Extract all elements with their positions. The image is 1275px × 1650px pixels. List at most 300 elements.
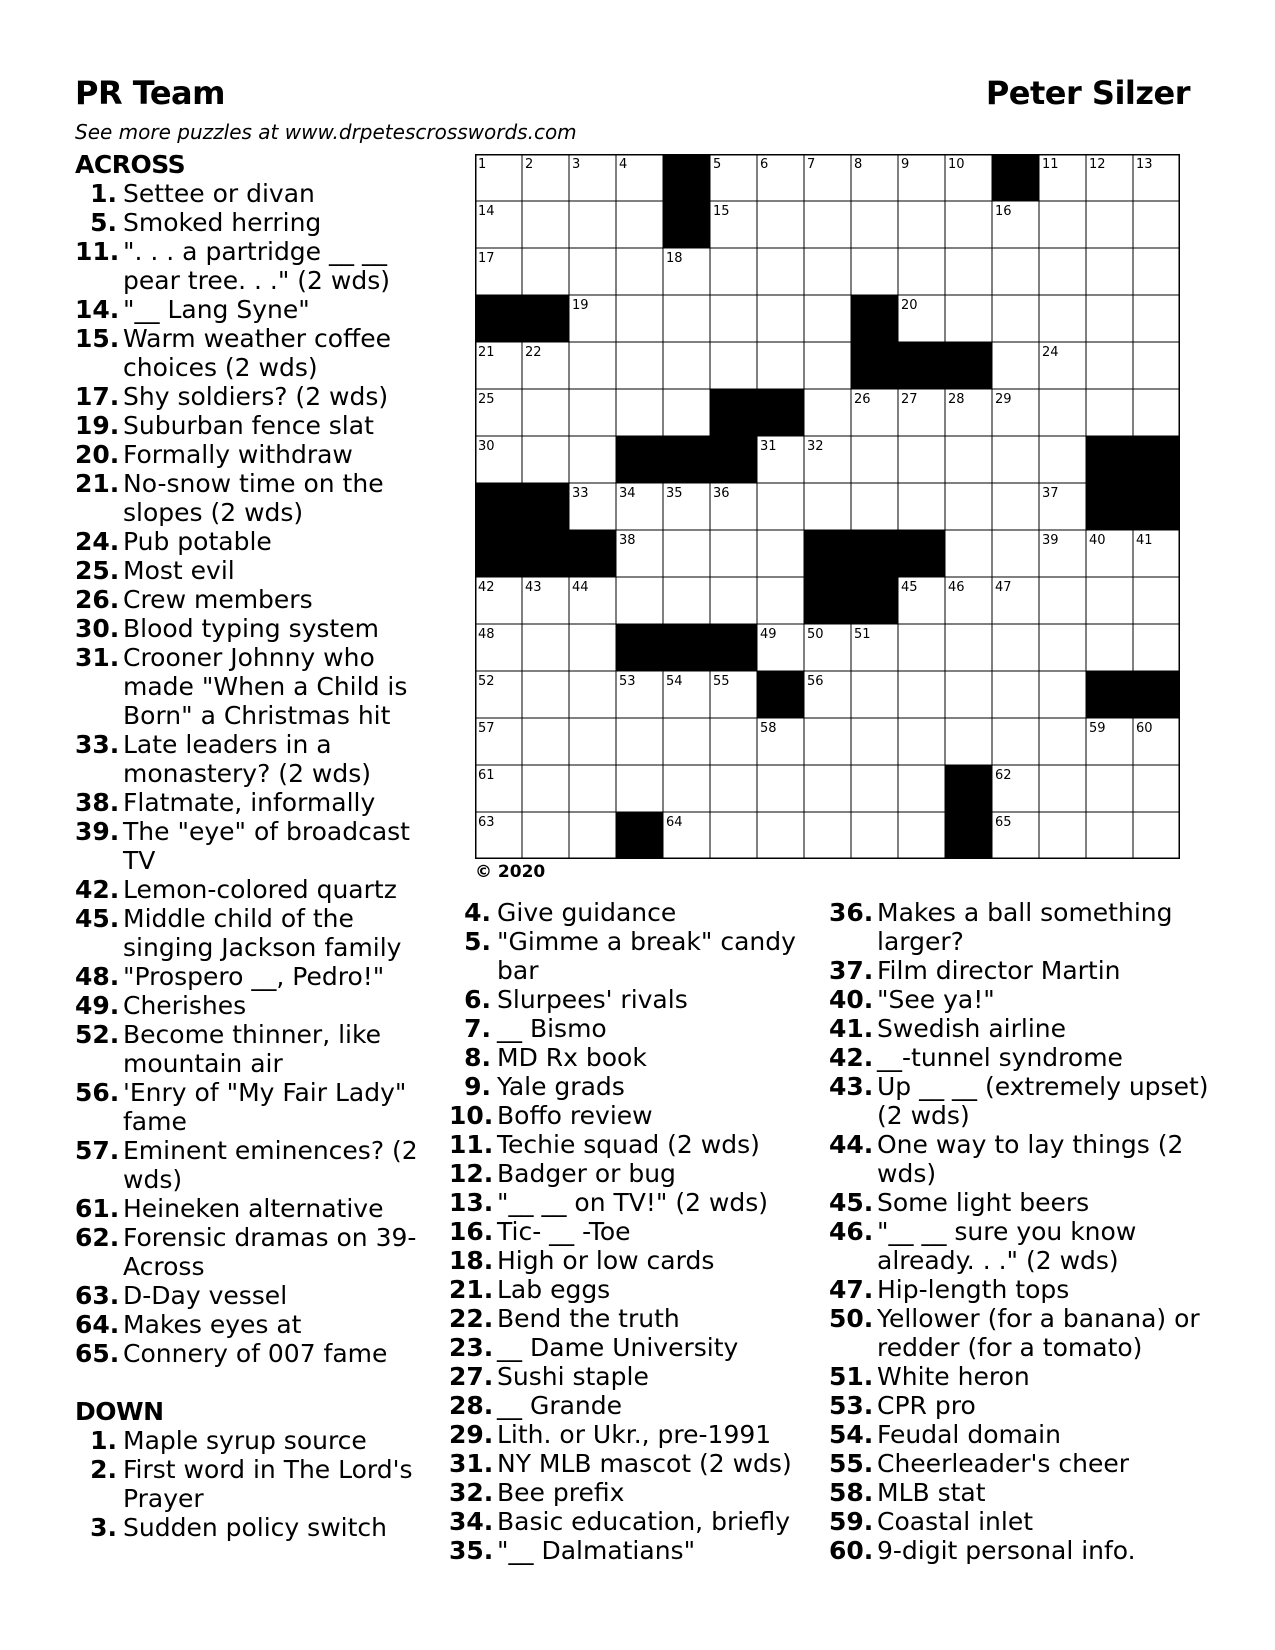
grid-cell[interactable] bbox=[898, 248, 945, 295]
clue-text: Yellower (for a banana) or redder (for a tomato) bbox=[877, 1304, 1200, 1362]
grid-cell[interactable] bbox=[663, 765, 710, 812]
grid-cell[interactable] bbox=[757, 248, 804, 295]
clue-text: Tic- __ -Toe bbox=[497, 1217, 631, 1246]
grid-cell[interactable] bbox=[851, 436, 898, 483]
clue-number: 54. bbox=[829, 1420, 874, 1449]
black-square bbox=[475, 483, 522, 530]
clue bbox=[449, 1362, 819, 1391]
cell-number: 52 bbox=[478, 674, 495, 689]
clue bbox=[449, 1449, 819, 1478]
clue-number: 21. bbox=[449, 1275, 494, 1304]
black-square bbox=[710, 436, 757, 483]
grid-cell[interactable] bbox=[1039, 577, 1086, 624]
across-clue-list bbox=[75, 179, 420, 1368]
grid-cell[interactable] bbox=[757, 483, 804, 530]
grid-cell[interactable] bbox=[522, 812, 569, 859]
clue-text: Sushi staple bbox=[497, 1362, 649, 1391]
grid-cell[interactable] bbox=[992, 671, 1039, 718]
grid-cell[interactable] bbox=[1039, 624, 1086, 671]
grid-cell[interactable] bbox=[663, 342, 710, 389]
clue bbox=[829, 1536, 1209, 1565]
grid-cell[interactable] bbox=[851, 812, 898, 859]
down-clue-list bbox=[829, 898, 1209, 1565]
clue-text: Lith. or Ukr., pre-1991 bbox=[497, 1420, 772, 1449]
cell-number: 51 bbox=[854, 627, 871, 642]
black-square bbox=[1133, 483, 1180, 530]
clue-number: 20. bbox=[75, 440, 120, 469]
clue-number: 14. bbox=[75, 295, 120, 324]
grid-cell[interactable] bbox=[898, 201, 945, 248]
grid-cell[interactable] bbox=[851, 671, 898, 718]
black-square bbox=[804, 577, 851, 624]
grid-cell[interactable] bbox=[992, 295, 1039, 342]
grid-cell[interactable] bbox=[522, 624, 569, 671]
clue-number: 45. bbox=[829, 1188, 874, 1217]
clue-text: Lemon-colored quartz bbox=[123, 875, 397, 904]
grid-cell[interactable] bbox=[804, 718, 851, 765]
clue-number: 4. bbox=[464, 898, 491, 927]
clue bbox=[829, 1188, 1209, 1217]
grid-cell[interactable] bbox=[569, 812, 616, 859]
grid-cell[interactable] bbox=[663, 530, 710, 577]
grid-cell[interactable] bbox=[945, 436, 992, 483]
black-square bbox=[1086, 436, 1133, 483]
cell-number: 15 bbox=[713, 204, 730, 219]
grid-cell[interactable] bbox=[663, 577, 710, 624]
clue-text: Cherishes bbox=[123, 991, 247, 1020]
grid-cell[interactable] bbox=[616, 295, 663, 342]
grid-cell[interactable] bbox=[1086, 342, 1133, 389]
cell-number: 56 bbox=[807, 674, 824, 689]
clue bbox=[75, 817, 420, 875]
grid-cell[interactable] bbox=[522, 389, 569, 436]
clue bbox=[75, 1194, 420, 1223]
black-square bbox=[851, 295, 898, 342]
grid-cell[interactable] bbox=[1133, 201, 1180, 248]
clue-number: 27. bbox=[449, 1362, 494, 1391]
cell-number: 13 bbox=[1136, 157, 1153, 172]
cell-number: 9 bbox=[901, 157, 910, 172]
grid-cell[interactable] bbox=[522, 718, 569, 765]
grid-cell[interactable] bbox=[710, 342, 757, 389]
clue bbox=[449, 898, 819, 927]
grid-cell[interactable] bbox=[804, 201, 851, 248]
grid-cell[interactable] bbox=[757, 295, 804, 342]
clue-text: White heron bbox=[877, 1362, 1030, 1391]
black-square bbox=[945, 765, 992, 812]
clue-text: Shy soldiers? (2 wds) bbox=[123, 382, 389, 411]
clue-text: Formally withdraw bbox=[123, 440, 353, 469]
grid-cell[interactable] bbox=[757, 201, 804, 248]
black-square bbox=[616, 812, 663, 859]
black-square bbox=[522, 295, 569, 342]
grid-cell[interactable] bbox=[992, 342, 1039, 389]
grid-cell[interactable] bbox=[992, 436, 1039, 483]
clue-text: High or low cards bbox=[497, 1246, 715, 1275]
grid-cell[interactable] bbox=[804, 483, 851, 530]
grid-cell[interactable] bbox=[1086, 295, 1133, 342]
clue-text: "__ __ sure you know already. . ." (2 wds) bbox=[877, 1217, 1137, 1275]
cell-number: 26 bbox=[854, 392, 871, 407]
black-square bbox=[804, 530, 851, 577]
grid-cell[interactable] bbox=[1133, 295, 1180, 342]
across-heading: ACROSS bbox=[75, 150, 186, 179]
grid-cell[interactable] bbox=[710, 765, 757, 812]
grid-cell[interactable] bbox=[710, 718, 757, 765]
grid-cell[interactable] bbox=[569, 342, 616, 389]
clue-number: 65. bbox=[75, 1339, 120, 1368]
clue-text: MD Rx book bbox=[497, 1043, 647, 1072]
grid-cell[interactable] bbox=[992, 483, 1039, 530]
grid-cell[interactable] bbox=[898, 483, 945, 530]
clue bbox=[829, 898, 1209, 956]
clue bbox=[449, 1304, 819, 1333]
grid-cell[interactable] bbox=[1039, 248, 1086, 295]
cell-number: 45 bbox=[901, 580, 918, 595]
clue-text: Feudal domain bbox=[877, 1420, 1061, 1449]
cell-number: 42 bbox=[478, 580, 495, 595]
grid-cell[interactable] bbox=[616, 718, 663, 765]
crossword-grid[interactable] bbox=[475, 154, 1180, 859]
clue-number: 23. bbox=[449, 1333, 494, 1362]
clue bbox=[75, 1426, 420, 1455]
cell-number: 16 bbox=[995, 204, 1012, 219]
clue bbox=[449, 985, 819, 1014]
cell-number: 29 bbox=[995, 392, 1012, 407]
clue-text: __ Bismo bbox=[497, 1014, 607, 1043]
grid-cell[interactable] bbox=[1039, 436, 1086, 483]
clue bbox=[829, 1304, 1209, 1362]
clue-text: Sudden policy switch bbox=[123, 1513, 387, 1542]
grid-cell[interactable] bbox=[710, 577, 757, 624]
grid-cell[interactable] bbox=[898, 718, 945, 765]
clue bbox=[75, 1020, 420, 1078]
clue-number: 5. bbox=[464, 927, 491, 956]
cell-number: 61 bbox=[478, 768, 495, 783]
clue-text: MLB stat bbox=[877, 1478, 986, 1507]
clue bbox=[75, 1339, 420, 1368]
clue-number: 24. bbox=[75, 527, 120, 556]
clue-number: 29. bbox=[449, 1420, 494, 1449]
grid-cell[interactable] bbox=[1133, 765, 1180, 812]
clue-text: Basic education, briefly bbox=[497, 1507, 791, 1536]
clue bbox=[829, 1507, 1209, 1536]
black-square bbox=[663, 154, 710, 201]
cell-number: 46 bbox=[948, 580, 965, 595]
grid-cell[interactable] bbox=[945, 248, 992, 295]
grid-cell[interactable] bbox=[616, 577, 663, 624]
grid-cell[interactable] bbox=[851, 483, 898, 530]
grid-cell[interactable] bbox=[1039, 812, 1086, 859]
cell-number: 7 bbox=[807, 157, 816, 172]
grid-cell[interactable] bbox=[1039, 295, 1086, 342]
grid-cell[interactable] bbox=[1133, 342, 1180, 389]
grid-cell[interactable] bbox=[898, 624, 945, 671]
grid-cell[interactable] bbox=[710, 530, 757, 577]
clue-number: 46. bbox=[829, 1217, 874, 1246]
grid-cell[interactable] bbox=[1086, 389, 1133, 436]
black-square bbox=[851, 577, 898, 624]
clue bbox=[449, 1478, 819, 1507]
clue-number: 26. bbox=[75, 585, 120, 614]
clue bbox=[75, 440, 420, 469]
clue bbox=[75, 1310, 420, 1339]
grid-cell[interactable] bbox=[710, 248, 757, 295]
clue-number: 28. bbox=[449, 1391, 494, 1420]
clue bbox=[829, 1275, 1209, 1304]
clue-column-1 bbox=[75, 150, 420, 1542]
grid-cell[interactable] bbox=[1039, 765, 1086, 812]
clue-number: 38. bbox=[75, 788, 120, 817]
clue-text: Coastal inlet bbox=[877, 1507, 1034, 1536]
clue-number: 44. bbox=[829, 1130, 874, 1159]
grid-cell[interactable] bbox=[1133, 577, 1180, 624]
clue-text: Slurpees' rivals bbox=[497, 985, 688, 1014]
grid-cell[interactable] bbox=[898, 436, 945, 483]
grid-cell[interactable] bbox=[1133, 812, 1180, 859]
clue bbox=[75, 730, 420, 788]
clue bbox=[75, 614, 420, 643]
cell-number: 43 bbox=[525, 580, 542, 595]
grid-cell[interactable] bbox=[804, 248, 851, 295]
puzzle-subtitle: See more puzzles at www.drpetescrosswords.com bbox=[75, 120, 577, 144]
black-square bbox=[757, 389, 804, 436]
cell-number: 4 bbox=[619, 157, 628, 172]
clue bbox=[829, 956, 1209, 985]
grid-cell[interactable] bbox=[710, 295, 757, 342]
grid-cell[interactable] bbox=[569, 765, 616, 812]
grid-cell[interactable] bbox=[1039, 718, 1086, 765]
grid-cell[interactable] bbox=[522, 671, 569, 718]
grid-cell[interactable] bbox=[898, 765, 945, 812]
puzzle-author: Peter Silzer bbox=[985, 74, 1190, 112]
grid-cell[interactable] bbox=[616, 248, 663, 295]
clue bbox=[75, 382, 420, 411]
grid-cell[interactable] bbox=[1039, 671, 1086, 718]
clue-number: 34. bbox=[449, 1507, 494, 1536]
grid-cell[interactable] bbox=[1086, 812, 1133, 859]
grid-cell[interactable] bbox=[663, 718, 710, 765]
grid-cell[interactable] bbox=[1133, 389, 1180, 436]
clue bbox=[829, 1420, 1209, 1449]
cell-number: 1 bbox=[478, 157, 487, 172]
grid-cell[interactable] bbox=[945, 483, 992, 530]
clue bbox=[829, 1362, 1209, 1391]
clue bbox=[75, 643, 420, 730]
grid-cell[interactable] bbox=[992, 718, 1039, 765]
grid-cell[interactable] bbox=[522, 765, 569, 812]
clue-number: 31. bbox=[75, 643, 120, 672]
clue-text: Maple syrup source bbox=[123, 1426, 367, 1455]
grid-cell[interactable] bbox=[945, 671, 992, 718]
clue-text: "__ Lang Syne" bbox=[123, 295, 310, 324]
cell-number: 24 bbox=[1042, 345, 1059, 360]
black-square bbox=[522, 483, 569, 530]
cell-number: 5 bbox=[713, 157, 722, 172]
clue-text: D-Day vessel bbox=[123, 1281, 288, 1310]
clue bbox=[75, 411, 420, 440]
grid-cell[interactable] bbox=[804, 812, 851, 859]
clue bbox=[449, 1391, 819, 1420]
clue-text: The "eye" of broadcast TV bbox=[123, 817, 410, 875]
clue-number: 32. bbox=[449, 1478, 494, 1507]
grid-cell[interactable] bbox=[522, 248, 569, 295]
clue bbox=[449, 1536, 819, 1565]
clue bbox=[75, 295, 420, 324]
black-square bbox=[475, 295, 522, 342]
grid-cell[interactable] bbox=[1039, 201, 1086, 248]
clue-number: 7. bbox=[464, 1014, 491, 1043]
grid-cell[interactable] bbox=[945, 718, 992, 765]
black-square bbox=[945, 342, 992, 389]
clue-number: 22. bbox=[449, 1304, 494, 1333]
cell-number: 30 bbox=[478, 439, 495, 454]
cell-number: 37 bbox=[1042, 486, 1059, 501]
clue-number: 21. bbox=[75, 469, 120, 498]
clue bbox=[449, 1072, 819, 1101]
clue bbox=[449, 1217, 819, 1246]
grid-cell[interactable] bbox=[1086, 248, 1133, 295]
cell-number: 21 bbox=[478, 345, 495, 360]
grid-cell[interactable] bbox=[992, 530, 1039, 577]
clue-text: Film director Martin bbox=[877, 956, 1121, 985]
grid-cell[interactable] bbox=[616, 201, 663, 248]
grid-cell[interactable] bbox=[898, 671, 945, 718]
clue bbox=[449, 1043, 819, 1072]
clue-text: No-snow time on the slopes (2 wds) bbox=[123, 469, 384, 527]
clue-column-2 bbox=[449, 898, 819, 1565]
cell-number: 28 bbox=[948, 392, 965, 407]
grid-cell[interactable] bbox=[992, 248, 1039, 295]
grid-cell[interactable] bbox=[804, 295, 851, 342]
grid-cell[interactable] bbox=[663, 295, 710, 342]
grid-cell[interactable] bbox=[616, 389, 663, 436]
clue-text: __ Grande bbox=[497, 1391, 623, 1420]
grid-cell[interactable] bbox=[710, 812, 757, 859]
cell-number: 55 bbox=[713, 674, 730, 689]
grid-cell[interactable] bbox=[757, 530, 804, 577]
grid-cell[interactable] bbox=[851, 718, 898, 765]
grid-cell[interactable] bbox=[1086, 765, 1133, 812]
clue-text: Lab eggs bbox=[497, 1275, 611, 1304]
cell-number: 65 bbox=[995, 815, 1012, 830]
grid-cell[interactable] bbox=[1086, 624, 1133, 671]
grid-cell[interactable] bbox=[569, 671, 616, 718]
clue bbox=[75, 1281, 420, 1310]
cell-number: 38 bbox=[619, 533, 636, 548]
clue-number: 51. bbox=[829, 1362, 874, 1391]
grid-cell[interactable] bbox=[569, 624, 616, 671]
cell-number: 57 bbox=[478, 721, 495, 736]
grid-cell[interactable] bbox=[804, 765, 851, 812]
clue-text: __ Dame University bbox=[497, 1333, 739, 1362]
grid-cell[interactable] bbox=[992, 624, 1039, 671]
clue bbox=[829, 1478, 1209, 1507]
grid-cell[interactable] bbox=[945, 295, 992, 342]
black-square bbox=[663, 201, 710, 248]
black-square bbox=[663, 436, 710, 483]
clue-number: 17. bbox=[75, 382, 120, 411]
clue-number: 63. bbox=[75, 1281, 120, 1310]
grid-cell[interactable] bbox=[569, 389, 616, 436]
grid-cell[interactable] bbox=[616, 765, 663, 812]
grid-cell[interactable] bbox=[898, 812, 945, 859]
grid-cell[interactable] bbox=[945, 624, 992, 671]
grid-cell[interactable] bbox=[569, 718, 616, 765]
clue bbox=[75, 1455, 420, 1513]
cell-number: 53 bbox=[619, 674, 636, 689]
grid-cell[interactable] bbox=[522, 201, 569, 248]
grid-cell[interactable] bbox=[851, 201, 898, 248]
clue bbox=[449, 1130, 819, 1159]
grid-cell[interactable] bbox=[1086, 577, 1133, 624]
clue bbox=[75, 1513, 420, 1542]
grid-cell[interactable] bbox=[804, 342, 851, 389]
cell-number: 19 bbox=[572, 298, 589, 313]
clue-text: Heineken alternative bbox=[123, 1194, 384, 1223]
grid-cell[interactable] bbox=[757, 765, 804, 812]
clue bbox=[75, 527, 420, 556]
clue bbox=[75, 585, 420, 614]
grid-cell[interactable] bbox=[616, 342, 663, 389]
grid-cell[interactable] bbox=[663, 389, 710, 436]
clue bbox=[449, 1188, 819, 1217]
clue bbox=[75, 1223, 420, 1281]
clue-text: "See ya!" bbox=[877, 985, 995, 1014]
grid-cell[interactable] bbox=[945, 201, 992, 248]
black-square bbox=[1086, 483, 1133, 530]
clue bbox=[829, 1217, 1209, 1275]
grid-cell[interactable] bbox=[1133, 248, 1180, 295]
grid-cell[interactable] bbox=[804, 389, 851, 436]
clue-text: CPR pro bbox=[877, 1391, 976, 1420]
clue-text: Become thinner, like mountain air bbox=[123, 1020, 381, 1078]
cell-number: 48 bbox=[478, 627, 495, 642]
clue-number: 13. bbox=[449, 1188, 494, 1217]
grid-cell[interactable] bbox=[569, 436, 616, 483]
cell-number: 41 bbox=[1136, 533, 1153, 548]
grid-cell[interactable] bbox=[851, 248, 898, 295]
clue-number: 12. bbox=[449, 1159, 494, 1188]
clue-number: 52. bbox=[75, 1020, 120, 1049]
grid-cell[interactable] bbox=[1039, 389, 1086, 436]
clue bbox=[449, 1159, 819, 1188]
grid-cell[interactable] bbox=[522, 436, 569, 483]
cell-number: 27 bbox=[901, 392, 918, 407]
grid-cell[interactable] bbox=[569, 248, 616, 295]
grid-cell[interactable] bbox=[1133, 624, 1180, 671]
black-square bbox=[616, 436, 663, 483]
clue-text: Late leaders in a monastery? (2 wds) bbox=[123, 730, 372, 788]
clue bbox=[449, 1014, 819, 1043]
black-square bbox=[1086, 671, 1133, 718]
clue bbox=[75, 237, 420, 295]
clue-text: NY MLB mascot (2 wds) bbox=[497, 1449, 792, 1478]
clue-number: 10. bbox=[449, 1101, 494, 1130]
grid-cell[interactable] bbox=[1086, 201, 1133, 248]
clue-number: 9. bbox=[464, 1072, 491, 1101]
grid-cell[interactable] bbox=[569, 201, 616, 248]
grid-cell[interactable] bbox=[757, 342, 804, 389]
black-square bbox=[663, 624, 710, 671]
grid-cell[interactable] bbox=[757, 577, 804, 624]
cell-number: 49 bbox=[760, 627, 777, 642]
cell-number: 64 bbox=[666, 815, 683, 830]
grid-cell[interactable] bbox=[945, 530, 992, 577]
grid-cell[interactable] bbox=[851, 765, 898, 812]
clue bbox=[449, 927, 819, 985]
grid-cell[interactable] bbox=[757, 812, 804, 859]
